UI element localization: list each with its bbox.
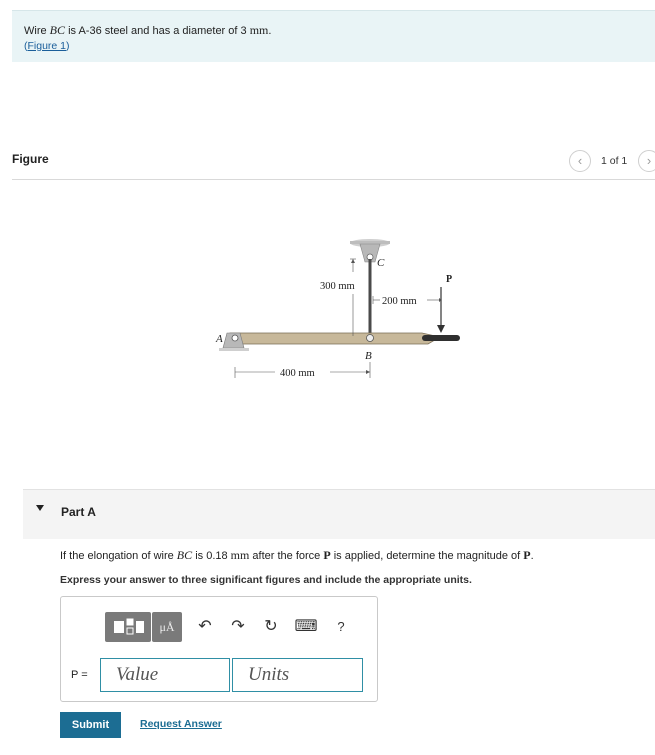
- rigid-beam: [230, 333, 460, 344]
- label-a: A: [216, 333, 223, 345]
- undo-icon[interactable]: ↶: [198, 618, 212, 635]
- keyboard-icon[interactable]: ⌨: [294, 618, 318, 635]
- chevron-left-icon: ‹: [577, 153, 583, 168]
- figure-title: Figure: [12, 152, 49, 166]
- lever-wire-diagram: [200, 232, 470, 382]
- figure-link[interactable]: Figure 1: [27, 40, 67, 52]
- answer-box: [60, 596, 378, 702]
- problem-statement: [12, 10, 655, 62]
- unit-mm: mm: [249, 23, 269, 37]
- part-a-header[interactable]: [23, 489, 655, 539]
- figure-header: [12, 150, 655, 180]
- question-text: If the elongation of wire BC is 0.18 mm after the force P is applied, determine the magnitude of P.: [60, 548, 534, 562]
- help-icon[interactable]: ?: [337, 619, 345, 634]
- wire-label: BC: [49, 23, 66, 37]
- templates-button[interactable]: [105, 612, 151, 642]
- label-200mm: 200 mm: [382, 296, 417, 307]
- part-a-label: Part A: [61, 505, 96, 519]
- reset-icon[interactable]: ↻: [264, 618, 278, 635]
- previous-figure-button[interactable]: [569, 150, 591, 172]
- templates-icon: [105, 612, 151, 642]
- label-300mm: 300 mm: [320, 281, 355, 292]
- dimension-300: [350, 259, 356, 336]
- chevron-right-icon: ›: [646, 153, 652, 168]
- instruction-text: Express your answer to three significant figures and include the appropriate units.: [60, 574, 472, 586]
- force-symbol: P: [323, 548, 331, 562]
- redo-icon[interactable]: ↷: [231, 618, 245, 635]
- label-b: B: [365, 350, 372, 362]
- units-input[interactable]: [232, 658, 363, 692]
- value-input[interactable]: [100, 658, 230, 692]
- figure-page-count: 1 of 1: [601, 155, 628, 167]
- collapse-triangle-icon[interactable]: [36, 505, 44, 511]
- label-p: P: [446, 274, 453, 285]
- problem-text: Wire BC is A-36 steel and has a diameter of 3 mm.: [24, 23, 272, 37]
- question-wire-label: BC: [176, 548, 193, 562]
- label-400mm: 400 mm: [280, 368, 315, 379]
- force-symbol-2: P: [523, 548, 531, 562]
- next-figure-button[interactable]: [638, 150, 655, 172]
- units-button[interactable]: μÅ: [152, 612, 182, 642]
- force-p-arrow: [437, 287, 445, 333]
- figure-link-row: (Figure 1): [24, 40, 70, 52]
- question-unit-mm: mm: [230, 548, 250, 562]
- wire-bc: [369, 259, 372, 338]
- label-c: C: [377, 257, 385, 269]
- submit-button[interactable]: Submit: [60, 712, 121, 738]
- p-equals-label: P =: [71, 669, 88, 681]
- request-answer-link[interactable]: Request Answer: [140, 718, 222, 730]
